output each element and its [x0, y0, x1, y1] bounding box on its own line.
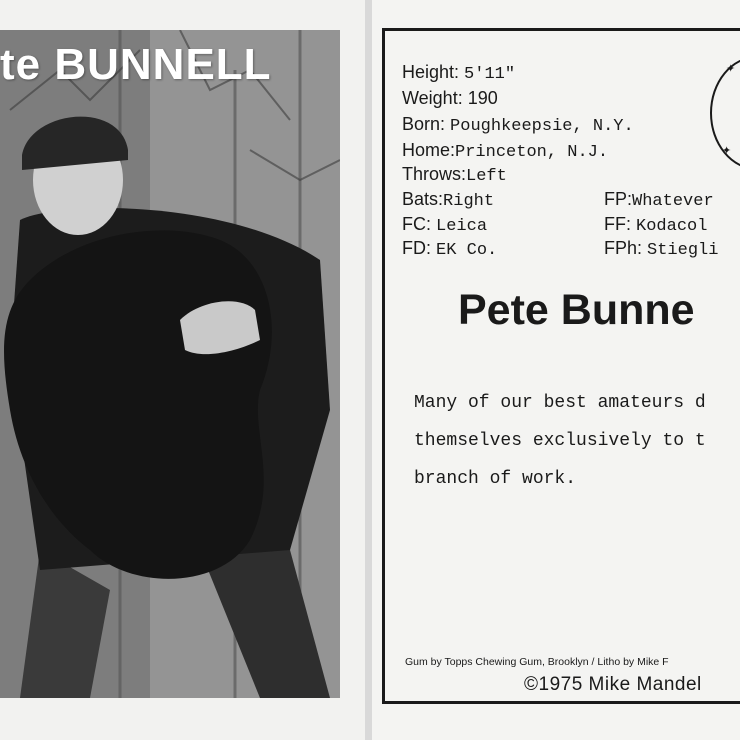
bio-line-2: themselves exclusively to t — [414, 431, 706, 451]
back-player-name: Pete Bunne — [458, 286, 695, 334]
bio-text — [414, 384, 706, 498]
stat-ff-label: FF — [604, 214, 626, 234]
credit-line: Gum by Topps Chewing Gum, Brooklyn / Litho by Mike F — [405, 656, 669, 668]
stat-height: Height: 5'11" — [402, 62, 516, 84]
stat-fp-value: Whatever — [632, 192, 714, 211]
stat-fph: FPh: Stiegli — [604, 238, 719, 260]
stat-fd-label: FD — [402, 238, 426, 258]
stat-born: Born: Poughkeepsie, N.Y. — [402, 114, 634, 136]
stat-throws-label: Throws — [402, 164, 462, 184]
stat-weight-value: 190 — [467, 88, 498, 108]
card-back — [372, 0, 740, 740]
stat-ff-value: Kodacol — [636, 217, 708, 236]
card-front — [0, 0, 365, 740]
stat-bats-value: Right — [443, 192, 495, 211]
stat-weight-label: Weight — [402, 88, 458, 108]
stat-fc-value: Leica — [436, 217, 488, 236]
stat-fp-label: FP — [604, 189, 628, 209]
stat-born-value: Poughkeepsie, N.Y. — [450, 117, 634, 136]
stat-fc: FC: Leica — [402, 214, 488, 236]
stat-home: Home:Princeton, N.J. — [402, 140, 609, 162]
stat-fc-label: FC — [402, 214, 426, 234]
stat-bats-label: Bats — [402, 189, 439, 209]
stat-fd-value: EK Co. — [436, 241, 498, 260]
stat-fd: FD: EK Co. — [402, 238, 498, 260]
stat-height-label: Height — [402, 62, 455, 82]
stat-height-value: 5'11" — [464, 65, 516, 84]
stat-bats: Bats:Right — [402, 189, 495, 211]
stat-born-label: Born — [402, 114, 441, 134]
stat-weight: Weight: 190 — [402, 88, 498, 108]
stat-ff: FF: Kodacol — [604, 214, 708, 236]
stat-home-label: Home — [402, 140, 451, 160]
seal-glyph-top: ✦ — [726, 62, 736, 75]
stat-throws: Throws:Left — [402, 164, 507, 186]
bio-line-3: branch of work. — [414, 469, 577, 489]
front-name-text: te BUNNELL — [0, 40, 272, 89]
stat-fph-label: FPh — [604, 238, 638, 258]
stat-fp: FP:Whatever — [604, 189, 714, 211]
player-photo — [0, 30, 340, 698]
stat-fph-value: Stiegli — [647, 241, 719, 260]
stat-throws-value: Left — [466, 167, 507, 186]
stat-home-value: Princeton, N.J. — [455, 143, 609, 162]
seal-glyph-bottom: ✦ — [722, 144, 732, 157]
front-player-name — [0, 40, 272, 90]
bio-line-1: Many of our best amateurs d — [414, 393, 706, 413]
copyright-line: ©1975 Mike Mandel — [524, 674, 702, 695]
photo-illustration — [0, 30, 340, 698]
